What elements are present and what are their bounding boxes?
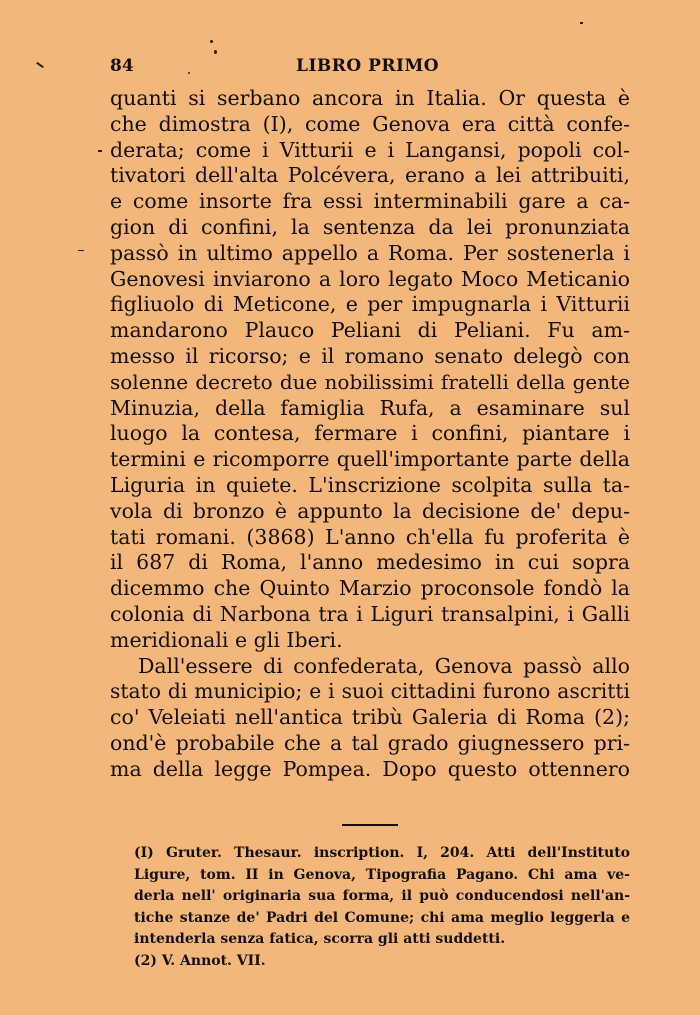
text-line: passò in ultimo appello a Roma. Per sostenerla i	[110, 240, 630, 265]
text-line: ma della legge Pompea. Dopo questo ottennero	[110, 756, 630, 781]
main-text	[110, 86, 630, 783]
text-line: che dimostra (I), come Genova era città confe-	[110, 111, 630, 136]
scan-speck	[98, 150, 102, 152]
scan-speck	[36, 62, 44, 68]
text-line: vola di bronzo è appunto la decisione de' depu-	[110, 498, 630, 523]
footnote-line: derla nell' originaria sua forma, il può conducendosi nell'an-	[134, 888, 630, 904]
footnote-line: (2) V. Annot. VII.	[134, 952, 266, 969]
text-line: quanti si serbano ancora in Italia. Or questa è	[110, 86, 630, 110]
text-line: tati romani. (3868) L'anno ch'ella fu proferita è	[110, 524, 630, 549]
scan-speck	[580, 22, 583, 24]
running-title: LIBRO PRIMO	[296, 56, 440, 76]
scan-speck	[210, 40, 213, 43]
text-line: e come insorte fra essi interminabili gare a ca-	[110, 189, 630, 214]
scan-speck	[78, 250, 84, 251]
footnote-line: (I) Gruter. Thesaur. inscription. I, 204. Atti dell'Instituto	[134, 845, 630, 861]
text-line: solenne decreto due nobilissimi fratelli della gente	[110, 369, 630, 394]
page-header	[110, 56, 630, 84]
page-number: 84	[110, 56, 134, 76]
text-line: termini e ricomporre quell'importante parte della	[110, 447, 630, 472]
footnote-divider	[342, 824, 398, 826]
text-line: luogo la contesa, fermare i confini, piantare i	[110, 421, 630, 446]
text-line: stato di municipio; e i suoi cittadini furono ascritti	[110, 679, 630, 704]
footnote-line: tiche stanze de' Padri del Comune; chi ama meglio leggerla e	[134, 909, 630, 926]
text-line: messo il ricorso; e il romano senato delegò con	[110, 343, 630, 368]
text-line: ond'è probabile che a tal grado giugnessero pri-	[110, 730, 630, 755]
footnotes	[134, 843, 630, 972]
text-line: figliuolo di Meticone, e per impugnarla i Vitturii	[110, 292, 630, 317]
text-line: il 687 di Roma, l'anno medesimo in cui sopra	[110, 550, 630, 575]
text-line: gion di confini, la sentenza da lei pronunziata	[110, 214, 630, 239]
text-line: mandarono Plauco Peliani di Peliani. Fu am-	[110, 318, 630, 343]
text-line: co' Veleiati nell'antica tribù Galeria di Roma (2);	[110, 705, 630, 730]
footnote-line: intenderla senza fatica, scorra gli atti suddetti.	[134, 931, 506, 947]
footnote-line: Ligure, tom. II in Genova, Tipografia Pagano. Chi ama ve-	[134, 866, 630, 883]
scan-speck	[214, 50, 217, 54]
text-line: Genovesi inviarono a loro legato Moco Meticanio	[110, 266, 630, 291]
text-line: dicemmo che Quinto Marzio proconsole fondò la	[110, 576, 630, 601]
text-line: colonia di Narbona tra i Liguri transalpini, i Galli	[110, 601, 630, 626]
text-line: derata; come i Vitturii e i Langansi, popoli col-	[110, 137, 630, 162]
paragraph-end-line: meridionali e gli Iberi.	[110, 627, 343, 652]
text-line: tivatori dell'alta Polcévera, erano a lei attribuiti,	[110, 163, 630, 188]
text-line: Minuzia, della famiglia Rufa, a esaminare sul	[110, 395, 630, 420]
text-line: Liguria in quiete. L'inscrizione scolpita sulla ta-	[110, 472, 630, 497]
paragraph-start-line: Dall'essere di confederata, Genova passò allo	[138, 653, 630, 678]
